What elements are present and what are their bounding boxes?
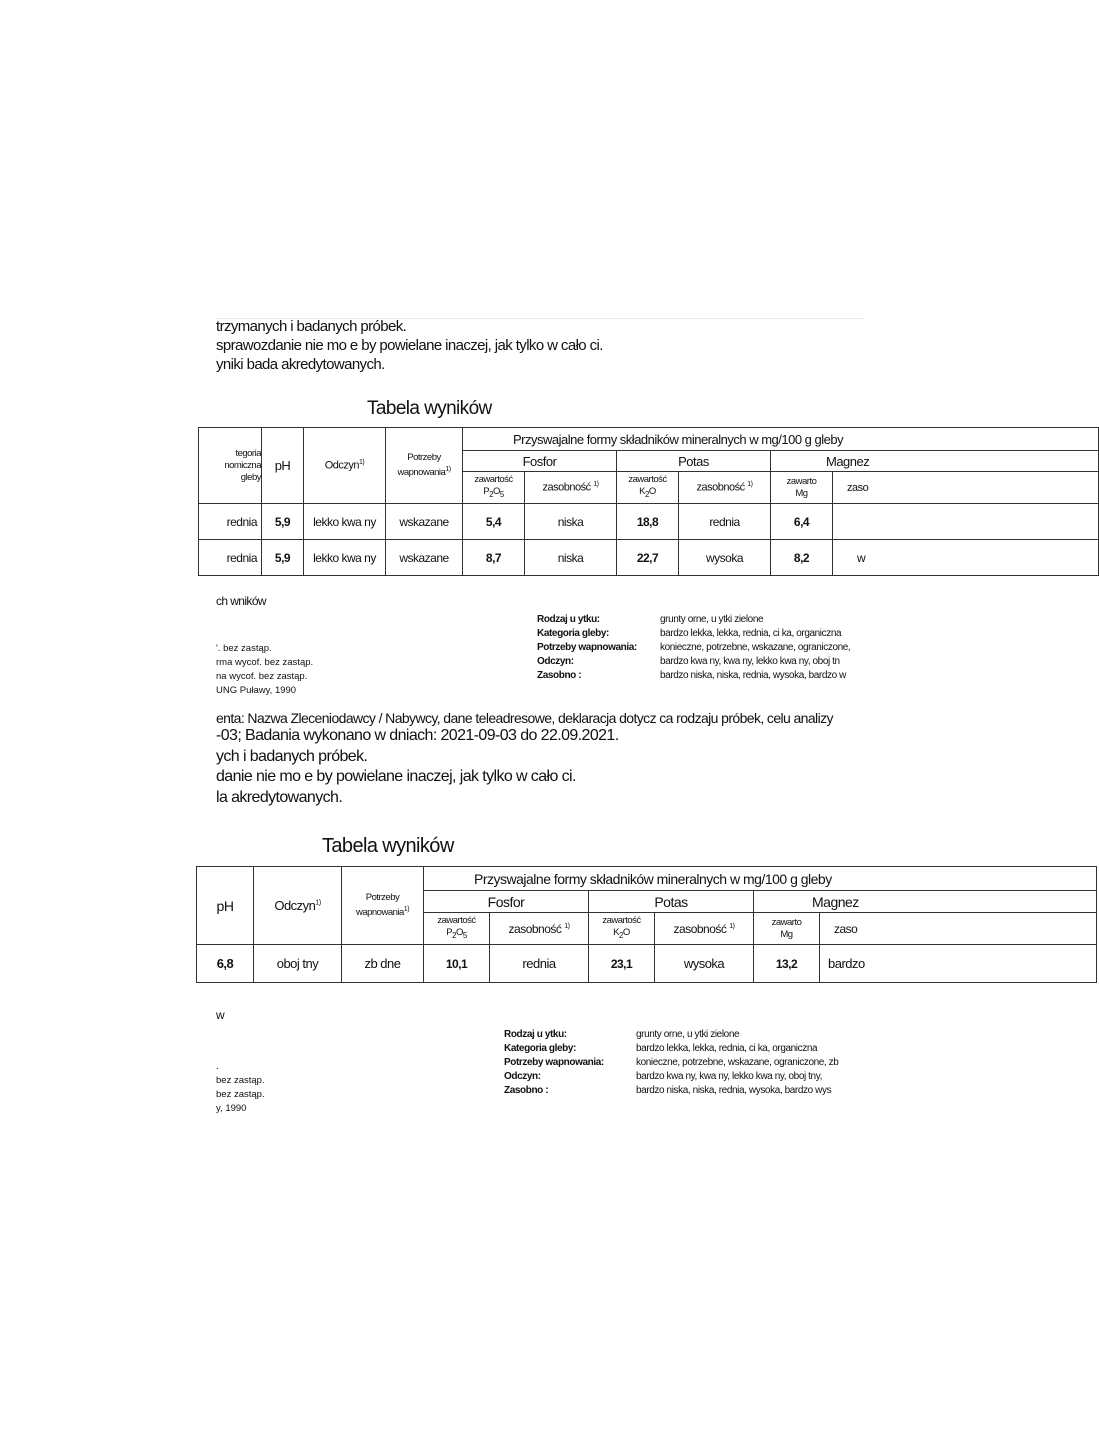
header-potas: Potas: [589, 891, 754, 913]
below-table-text: ch wników: [216, 594, 266, 608]
header-ph: pH: [262, 428, 304, 504]
legend-row: Rodzaj u ytku: grunty orne, u ytki zielone: [504, 1029, 740, 1040]
document-fragment-2: [216, 718, 864, 1128]
header-zaw-mg: zawarto Mg: [754, 913, 820, 945]
cell-p-zas: niska: [525, 504, 617, 540]
cell-mg-zas: w: [833, 540, 1099, 576]
cell-ph: 5,9: [262, 540, 304, 576]
cell-odczyn: oboj tny: [254, 945, 342, 983]
footnote: '. bez zastąp.: [216, 643, 272, 654]
legend: [504, 1028, 884, 1098]
cell-mg-zas: [833, 504, 1099, 540]
footnote: rma wycof. bez zastąp.: [216, 657, 314, 668]
cell-ph: 5,9: [262, 504, 304, 540]
legend-row: Zasobno : bardzo niska, niska, rednia, wysoka, bardzo wys: [504, 1085, 832, 1096]
header-zas-p: zasobność $^{1)}$: [490, 913, 589, 945]
table-title: Tabela wyników: [322, 835, 454, 857]
intro-line-2: ych i badanych próbek.: [216, 748, 368, 765]
cell-kategoria: rednia: [199, 540, 262, 576]
cell-p: 10,1: [424, 945, 490, 983]
cell-p-zas: niska: [525, 540, 617, 576]
header-zaw-mg: zawarto Mg: [771, 472, 833, 504]
header-zaw-p: zawartość $P_2O_5$: [424, 913, 490, 945]
intro-line-3: yniki bada akredytowanych.: [216, 356, 385, 373]
header-potrzeby: Potrzeby wapnowania$^{1)}$: [342, 867, 424, 945]
cell-p-zas: rednia: [490, 945, 589, 983]
intro-line-2: sprawozdanie nie mo e by powielane inaczej, jak tylko w cało ci.: [216, 337, 603, 354]
header-potrzeby: Potrzeby wapnowania$^{1)}$: [386, 428, 463, 504]
header-odczyn: Odczyn$^{1)}$: [254, 867, 342, 945]
legend-row: Kategoria gleby: bardzo lekka, lekka, rednia, ci ka, organiczna: [504, 1043, 818, 1054]
intro-line-3: danie nie mo e by powielane inaczej, jak tylko w cało ci.: [216, 768, 576, 785]
results-table: [198, 427, 1099, 576]
header-category: tegoria nomiczna gleby: [199, 428, 262, 504]
intro-line-4: la akredytowanych.: [216, 789, 343, 806]
legend-row: Potrzeby wapnowania: konieczne, potrzebne, wskazane, ograniczone,: [537, 642, 851, 653]
header-magnez: Magnez: [771, 451, 1099, 472]
footnotes: [216, 642, 313, 698]
cell-odczyn: lekko kwa ny: [304, 540, 386, 576]
footnotes: [216, 1060, 265, 1116]
intro-line-1: -03; Badania wykonano w dniach: 2021-09-03 do 22.09.2021.: [216, 727, 619, 744]
header-zas-mg: zaso: [833, 472, 1099, 504]
header-fosfor: Fosfor: [463, 451, 617, 472]
cell-p: 5,4: [463, 504, 525, 540]
cell-k-zas: wysoka: [655, 945, 754, 983]
cut-line: enta: Nazwa Zleceniodawcy / Nabywcy, dane teleadresowe, deklaracja dotycz ca rodzaju próbek, celu analizy: [216, 710, 833, 726]
header-ph: pH: [197, 867, 254, 945]
header-zas-k: zasobność $^{1)}$: [655, 913, 754, 945]
header-group: Przyswajalne formy składników mineralnych w mg/100 g gleby: [463, 428, 1099, 451]
cell-potrzeby: zb dne: [342, 945, 424, 983]
footnote: bez zastąp.: [216, 1089, 265, 1100]
header-zas-p: zasobność $^{1)}$: [525, 472, 617, 504]
cell-k: 18,8: [617, 504, 679, 540]
header-odczyn: Odczyn$^{1)}$: [304, 428, 386, 504]
footnote: .: [216, 1061, 219, 1072]
legend-row: Odczyn: bardzo kwa ny, kwa ny, lekko kwa ny, oboj tn: [537, 656, 840, 667]
legend: [537, 613, 877, 683]
legend-row: Potrzeby wapnowania: konieczne, potrzebne, wskazane, ograniczone, zb: [504, 1057, 839, 1068]
footnote: y, 1990: [216, 1103, 247, 1114]
cell-kategoria: rednia: [199, 504, 262, 540]
cell-mg: 6,4: [771, 504, 833, 540]
header-group: Przyswajalne formy składników mineralnych w mg/100 g gleby: [424, 867, 1097, 891]
table-row: [199, 504, 1099, 540]
legend-row: Zasobno : bardzo niska, niska, rednia, wysoka, bardzo w: [537, 670, 846, 681]
legend-row: Odczyn: bardzo kwa ny, kwa ny, lekko kwa ny, oboj tny,: [504, 1071, 822, 1082]
cell-k: 23,1: [589, 945, 655, 983]
header-zaw-p: zawartość $P_2O_5$: [463, 472, 525, 504]
header-zas-k: zasobność $^{1)}$: [679, 472, 771, 504]
document-fragment-1: [216, 312, 870, 726]
cell-mg: 8,2: [771, 540, 833, 576]
cell-potrzeby: wskazane: [386, 540, 463, 576]
table-row: [197, 945, 1097, 983]
header-zas-mg: zaso: [820, 913, 1097, 945]
cell-odczyn: lekko kwa ny: [304, 504, 386, 540]
footnote: na wycof. bez zastąp.: [216, 671, 308, 682]
cell-mg-zas: bardzo: [820, 945, 1097, 983]
below-table-text: w: [216, 1008, 225, 1022]
intro-line-1: trzymanych i badanych próbek.: [216, 318, 407, 335]
footnote: bez zastąp.: [216, 1075, 265, 1086]
cell-mg: 13,2: [754, 945, 820, 983]
header-potas: Potas: [617, 451, 771, 472]
table-title: Tabela wyników: [367, 398, 492, 419]
legend-row: Kategoria gleby: bardzo lekka, lekka, rednia, ci ka, organiczna: [537, 628, 842, 639]
cell-p: 8,7: [463, 540, 525, 576]
header-zaw-k: zawartość $K_2O$: [589, 913, 655, 945]
table-row: [199, 540, 1099, 576]
cell-k: 22,7: [617, 540, 679, 576]
results-table: [196, 866, 1097, 983]
header-fosfor: Fosfor: [424, 891, 589, 913]
legend-row: Rodzaj u ytku: grunty orne, u ytki zielone: [537, 614, 764, 625]
cell-potrzeby: wskazane: [386, 504, 463, 540]
cell-k-zas: wysoka: [679, 540, 771, 576]
footnote: UNG Puławy, 1990: [216, 685, 297, 696]
cell-ph: 6,8: [197, 945, 254, 983]
header-zaw-k: zawartość $K_2O$: [617, 472, 679, 504]
cell-k-zas: rednia: [679, 504, 771, 540]
header-magnez: Magnez: [754, 891, 1097, 913]
